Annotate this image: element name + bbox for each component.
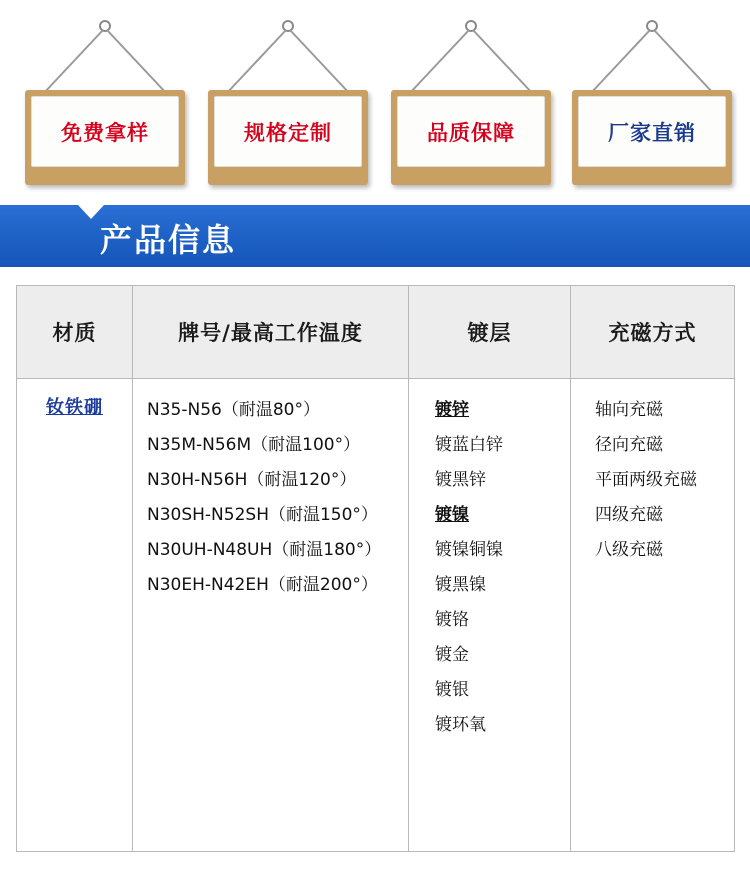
coating-list	[409, 393, 570, 743]
sign-board-inner	[578, 96, 726, 167]
list-item: 八级充磁	[595, 540, 663, 560]
cell-material	[17, 379, 133, 852]
magnetization-list	[571, 393, 734, 568]
promo-sign-text: 规格定制	[244, 120, 332, 145]
list-item: 镀黑锌	[435, 470, 486, 490]
header-coating: 镀层	[409, 286, 571, 379]
header-grade-temperature: 牌号/最高工作温度	[133, 286, 409, 379]
list-item: N35-N56（耐温80°）	[147, 400, 320, 420]
sign-board	[391, 90, 551, 185]
section-header-bar	[0, 205, 750, 267]
product-spec-table	[16, 285, 735, 852]
sign-rope-icon	[25, 20, 185, 100]
promo-sign-3	[391, 20, 551, 190]
list-item: N35M-N56M（耐温100°）	[147, 435, 361, 455]
header-material: 材质	[17, 286, 133, 379]
sign-board-inner	[31, 96, 179, 167]
list-item: 镀银	[435, 680, 469, 700]
product-info-table-wrap	[0, 267, 750, 852]
sign-board-inner	[397, 96, 545, 167]
cell-magnetization	[571, 379, 735, 852]
promo-sign-text: 免费拿样	[61, 120, 149, 145]
sign-rope-icon	[208, 20, 368, 100]
promo-sign-text: 厂家直销	[608, 120, 696, 145]
list-item: 镀锌	[435, 400, 469, 420]
list-item: N30UH-N48UH（耐温180°）	[147, 540, 382, 560]
sign-rope-icon	[391, 20, 551, 100]
header-magnetization: 充磁方式	[571, 286, 735, 379]
sign-board	[208, 90, 368, 185]
list-item: 镀镍	[435, 505, 469, 525]
list-item: 镀黑镍	[435, 575, 486, 595]
table-body	[17, 379, 735, 852]
promo-sign-text: 品质保障	[427, 120, 515, 145]
table-header-row	[17, 286, 735, 379]
table-head	[17, 286, 735, 379]
promo-sign-4	[572, 20, 732, 190]
list-item: 轴向充磁	[595, 400, 663, 420]
list-item: 平面两级充磁	[595, 470, 697, 490]
grade-list	[133, 393, 408, 603]
list-item: 镀镍铜镍	[435, 540, 503, 560]
list-item: 四级充磁	[595, 505, 663, 525]
section-title: 产品信息	[100, 221, 237, 259]
material-link[interactable]: 钕铁硼	[46, 397, 103, 418]
list-item: N30SH-N52SH（耐温150°）	[147, 505, 378, 525]
list-item: N30H-N56H（耐温120°）	[147, 470, 357, 490]
promo-sign-2	[208, 20, 368, 190]
promo-sign-1	[25, 20, 185, 190]
cell-grades	[133, 379, 409, 852]
list-item: 镀金	[435, 645, 469, 665]
sign-board	[25, 90, 185, 185]
sign-board	[572, 90, 732, 185]
sign-rope-icon	[572, 20, 732, 100]
sign-board-inner	[214, 96, 362, 167]
cell-coatings	[409, 379, 571, 852]
promo-banner-row	[0, 0, 750, 205]
list-item: 镀蓝白锌	[435, 435, 503, 455]
list-item: 镀铬	[435, 610, 469, 630]
table-row	[17, 379, 735, 852]
list-item: 镀环氧	[435, 715, 486, 735]
list-item: N30EH-N42EH（耐温200°）	[147, 575, 378, 595]
list-item: 径向充磁	[595, 435, 663, 455]
